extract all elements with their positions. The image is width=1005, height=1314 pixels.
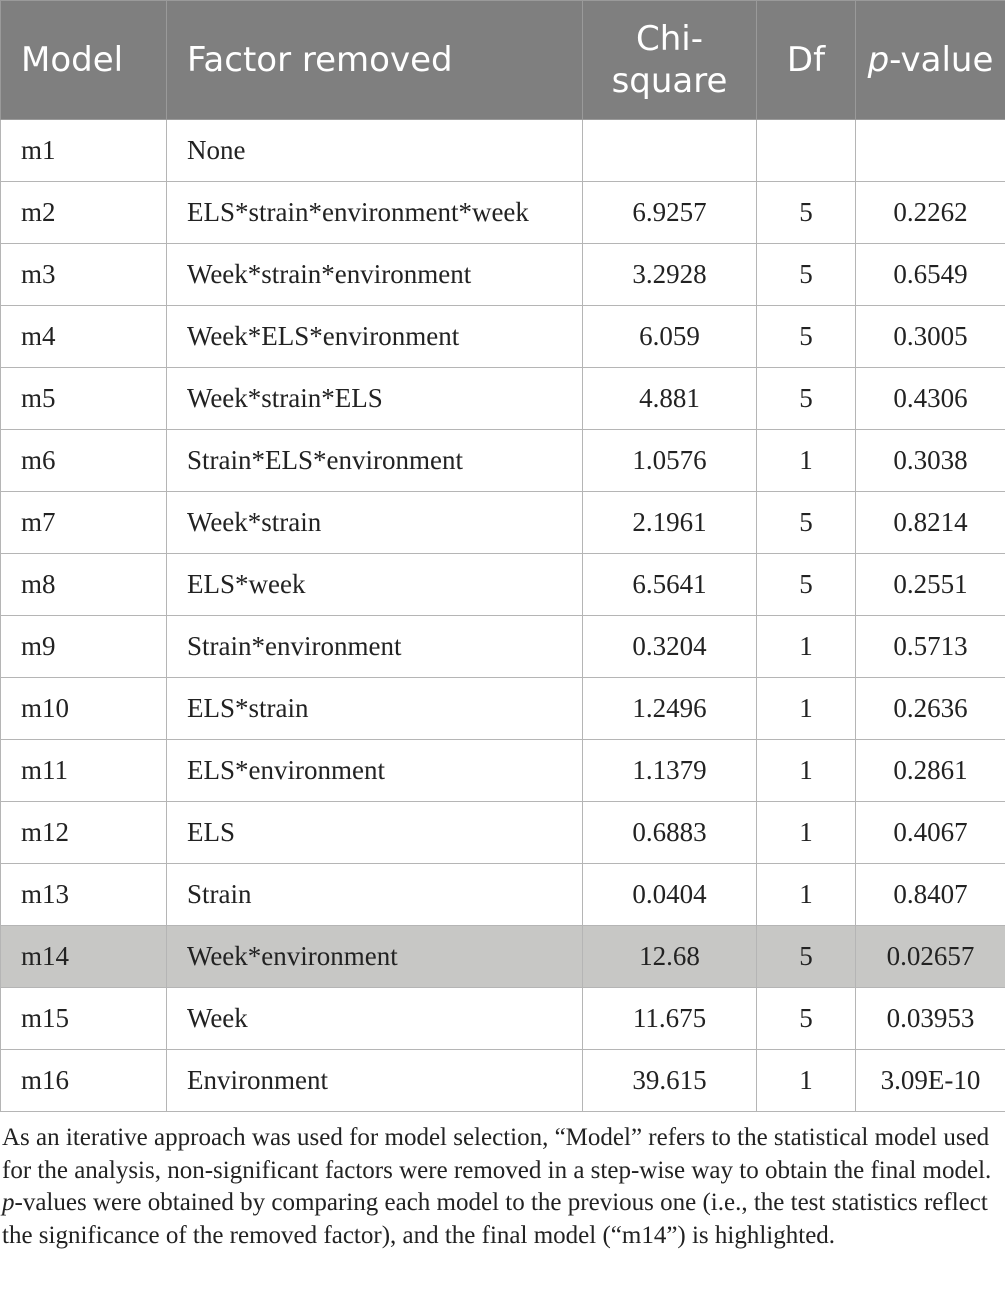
cell-model: m10 (1, 678, 167, 740)
cell-df: 1 (757, 430, 856, 492)
cell-factor-removed: ELS*strain*environment*week (167, 182, 583, 244)
cell-model: m5 (1, 368, 167, 430)
cell-chi-square: 0.3204 (583, 616, 757, 678)
cell-model: m8 (1, 554, 167, 616)
footnote-text-2: -values were obtained by comparing each model to the previous one (i.e., the test statistics reflect the significance of the removed factor), and the final model (“m14”) is highlighted. (2, 1189, 988, 1249)
cell-chi-square: 1.0576 (583, 430, 757, 492)
cell-p-value: 0.2262 (856, 182, 1005, 244)
table-row (1, 678, 1005, 740)
cell-factor-removed: Strain*environment (167, 616, 583, 678)
table-row (1, 616, 1005, 678)
cell-chi-square: 4.881 (583, 368, 757, 430)
cell-df: 5 (757, 926, 856, 988)
cell-df: 5 (757, 988, 856, 1050)
cell-df: 1 (757, 740, 856, 802)
table-footnote (2, 1122, 1002, 1252)
cell-p-value: 0.8214 (856, 492, 1005, 554)
cell-df: 1 (757, 678, 856, 740)
cell-df: 5 (757, 244, 856, 306)
header-p-value: p-value (856, 1, 1005, 120)
cell-p-value: 3.09E-10 (856, 1050, 1005, 1112)
cell-model: m11 (1, 740, 167, 802)
cell-factor-removed: Strain*ELS*environment (167, 430, 583, 492)
cell-chi-square: 11.675 (583, 988, 757, 1050)
table-row (1, 802, 1005, 864)
footnote-text-1: As an iterative approach was used for model selection, “Model” refers to the statistical model used for the analysis, non-significant factors were removed in a step-wise way to obtain the final model. (2, 1124, 992, 1184)
cell-p-value: 0.4067 (856, 802, 1005, 864)
header-chi-square: Chi-square (583, 1, 757, 120)
cell-p-value: 0.3005 (856, 306, 1005, 368)
cell-factor-removed: Strain (167, 864, 583, 926)
cell-model: m7 (1, 492, 167, 554)
table-row (1, 988, 1005, 1050)
cell-p-value: 0.5713 (856, 616, 1005, 678)
cell-chi-square: 0.0404 (583, 864, 757, 926)
table-row (1, 244, 1005, 306)
footnote-p-italic: p (2, 1189, 15, 1216)
cell-p-value: 0.6549 (856, 244, 1005, 306)
cell-chi-square: 0.6883 (583, 802, 757, 864)
cell-factor-removed: ELS (167, 802, 583, 864)
cell-model: m15 (1, 988, 167, 1050)
cell-df (757, 120, 856, 182)
table-row (1, 926, 1005, 988)
cell-df: 5 (757, 306, 856, 368)
cell-p-value (856, 120, 1005, 182)
cell-df: 5 (757, 368, 856, 430)
cell-chi-square: 6.5641 (583, 554, 757, 616)
cell-chi-square: 1.2496 (583, 678, 757, 740)
cell-p-value: 0.4306 (856, 368, 1005, 430)
cell-chi-square: 3.2928 (583, 244, 757, 306)
cell-df: 5 (757, 492, 856, 554)
cell-df: 5 (757, 182, 856, 244)
cell-model: m4 (1, 306, 167, 368)
table-row (1, 306, 1005, 368)
table-row (1, 864, 1005, 926)
cell-model: m1 (1, 120, 167, 182)
table-row (1, 1050, 1005, 1112)
cell-chi-square: 6.9257 (583, 182, 757, 244)
cell-factor-removed: ELS*environment (167, 740, 583, 802)
table-row (1, 740, 1005, 802)
cell-model: m12 (1, 802, 167, 864)
cell-chi-square: 2.1961 (583, 492, 757, 554)
header-df: Df (757, 1, 856, 120)
cell-factor-removed: Week*ELS*environment (167, 306, 583, 368)
cell-factor-removed: ELS*strain (167, 678, 583, 740)
cell-factor-removed: ELS*week (167, 554, 583, 616)
cell-factor-removed: Week (167, 988, 583, 1050)
cell-p-value: 0.2551 (856, 554, 1005, 616)
cell-chi-square: 6.059 (583, 306, 757, 368)
cell-p-value: 0.03953 (856, 988, 1005, 1050)
cell-p-value: 0.8407 (856, 864, 1005, 926)
cell-model: m3 (1, 244, 167, 306)
cell-model: m14 (1, 926, 167, 988)
header-model: Model (1, 1, 167, 120)
table-row (1, 368, 1005, 430)
cell-chi-square: 39.615 (583, 1050, 757, 1112)
table-row (1, 492, 1005, 554)
cell-chi-square: 1.1379 (583, 740, 757, 802)
cell-factor-removed: None (167, 120, 583, 182)
table-row (1, 120, 1005, 182)
header-factor-removed: Factor removed (167, 1, 583, 120)
cell-df: 1 (757, 864, 856, 926)
cell-df: 1 (757, 802, 856, 864)
table-header-row (1, 1, 1005, 120)
cell-chi-square: 12.68 (583, 926, 757, 988)
cell-model: m2 (1, 182, 167, 244)
cell-factor-removed: Week*strain (167, 492, 583, 554)
table-row (1, 182, 1005, 244)
cell-model: m13 (1, 864, 167, 926)
cell-model: m9 (1, 616, 167, 678)
cell-p-value: 0.02657 (856, 926, 1005, 988)
cell-p-value: 0.3038 (856, 430, 1005, 492)
cell-df: 5 (757, 554, 856, 616)
table-row (1, 430, 1005, 492)
cell-p-value: 0.2636 (856, 678, 1005, 740)
cell-chi-square (583, 120, 757, 182)
cell-p-value: 0.2861 (856, 740, 1005, 802)
cell-model: m16 (1, 1050, 167, 1112)
cell-model: m6 (1, 430, 167, 492)
cell-factor-removed: Week*strain*environment (167, 244, 583, 306)
cell-factor-removed: Week*strain*ELS (167, 368, 583, 430)
cell-factor-removed: Week*environment (167, 926, 583, 988)
cell-df: 1 (757, 1050, 856, 1112)
cell-factor-removed: Environment (167, 1050, 583, 1112)
cell-df: 1 (757, 616, 856, 678)
table-row (1, 554, 1005, 616)
